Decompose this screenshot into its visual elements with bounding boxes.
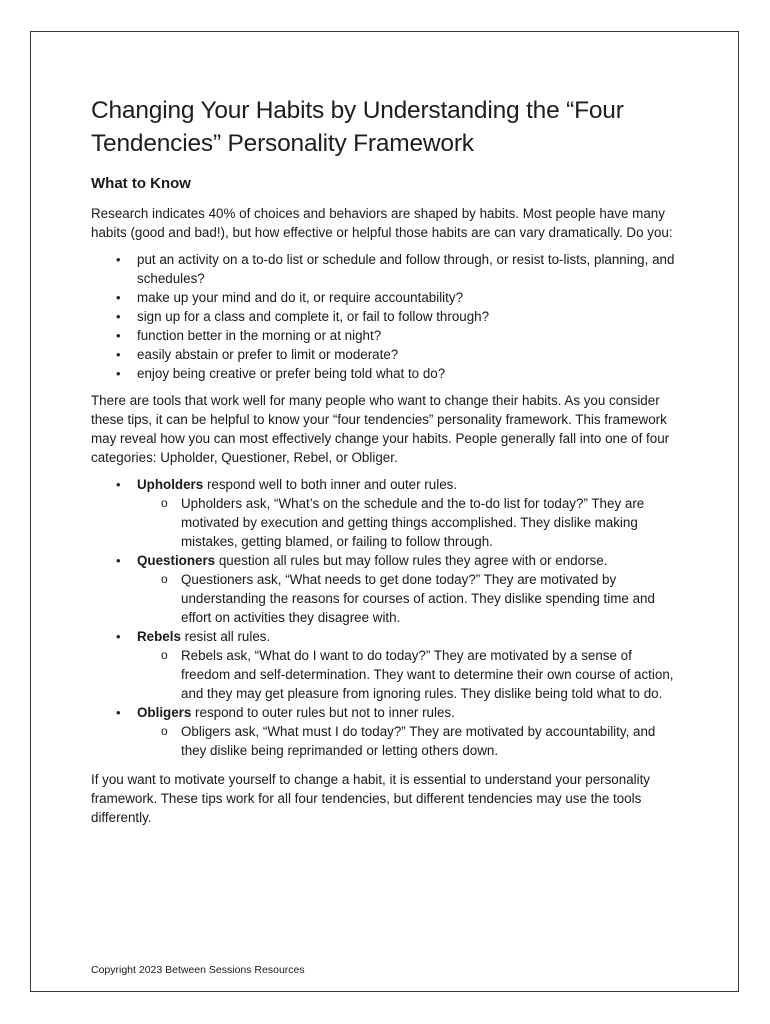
tendency-detail: o Upholders ask, “What’s on the schedule and the to-do list for today?” They are motivated by execution and getting things accomplished. They dislike making mistakes, getting blamed, or failing to follow through.: [181, 494, 681, 551]
tendency-detail-list: [137, 570, 681, 627]
tendency-summary: question all rules but may follow rules they agree with or endorse.: [215, 553, 608, 568]
tendency-detail-list: [137, 646, 681, 703]
list-item: • sign up for a class and complete it, or fail to follow through?: [137, 307, 681, 326]
tendency-summary: resist all rules.: [180, 629, 271, 644]
question-list: [91, 250, 681, 383]
document-content: [91, 94, 681, 827]
tendency-name: Upholders: [137, 477, 204, 492]
list-item: • easily abstain or prefer to limit or moderate?: [137, 345, 681, 364]
closing-paragraph: If you want to motivate yourself to change a habit, it is essential to understand your personality framework. These tips work for all four tendencies, but different tendencies may use the tools differently.: [91, 772, 651, 825]
tendency-item-upholders: [137, 475, 681, 551]
list-item: • enjoy being creative or prefer being told what to do?: [137, 364, 681, 383]
tendency-summary: respond to outer rules but not to inner rules.: [191, 705, 455, 720]
tendency-detail-list: [137, 494, 681, 551]
tendency-item-obligers: [137, 703, 681, 760]
tendency-item-questioners: [137, 551, 681, 627]
intro-paragraph: Research indicates 40% of choices and behaviors are shaped by habits. Most people have many habits (good and bad!), but how effective or helpful those habits are can vary dramatically. Do you:: [91, 206, 673, 240]
list-item: • make up your mind and do it, or require accountability?: [137, 288, 681, 307]
tendency-detail: o Obligers ask, “What must I do today?” They are motivated by accountability, and they dislike being reprimanded or letting others down.: [181, 722, 681, 760]
tendency-name: Rebels: [137, 629, 181, 644]
tendency-list: [91, 475, 681, 760]
section-heading: What to Know: [91, 175, 191, 192]
tendency-detail-list: [137, 722, 681, 760]
list-item: • function better in the morning or at night?: [137, 326, 681, 345]
list-item: • put an activity on a to-do list or schedule and follow through, or resist to-lists, planning, and schedules?: [137, 250, 681, 288]
document-title: Changing Your Habits by Understanding the “Four Tendencies” Personality Framework: [91, 97, 624, 157]
document-page: [30, 31, 739, 992]
tendency-name: Questioners: [137, 553, 216, 568]
tendency-detail: o Rebels ask, “What do I want to do today?” They are motivated by a sense of freedom and self-determination. They want to determine their own course of action, and they may get pleasure from ignoring rules. They dislike being told what to do.: [181, 646, 681, 703]
tendency-summary: respond well to both inner and outer rules.: [203, 477, 458, 492]
tendency-detail: o Questioners ask, “What needs to get done today?” They are motivated by understanding the reasons for courses of action. They dislike spending time and effort on activities they disagree with.: [181, 570, 681, 627]
tendency-item-rebels: [137, 627, 681, 703]
copyright-footer: Copyright 2023 Between Sessions Resources: [91, 964, 305, 976]
tendency-name: Obligers: [137, 705, 192, 720]
tools-paragraph: There are tools that work well for many people who want to change their habits. As you consider these tips, it can be helpful to know your “four tendencies” personality framework. This framework may reveal how you can most effectively change your habits. People generally fall into one of four categories: Upholder, Questioner, Rebel, or Obliger.: [91, 393, 670, 465]
